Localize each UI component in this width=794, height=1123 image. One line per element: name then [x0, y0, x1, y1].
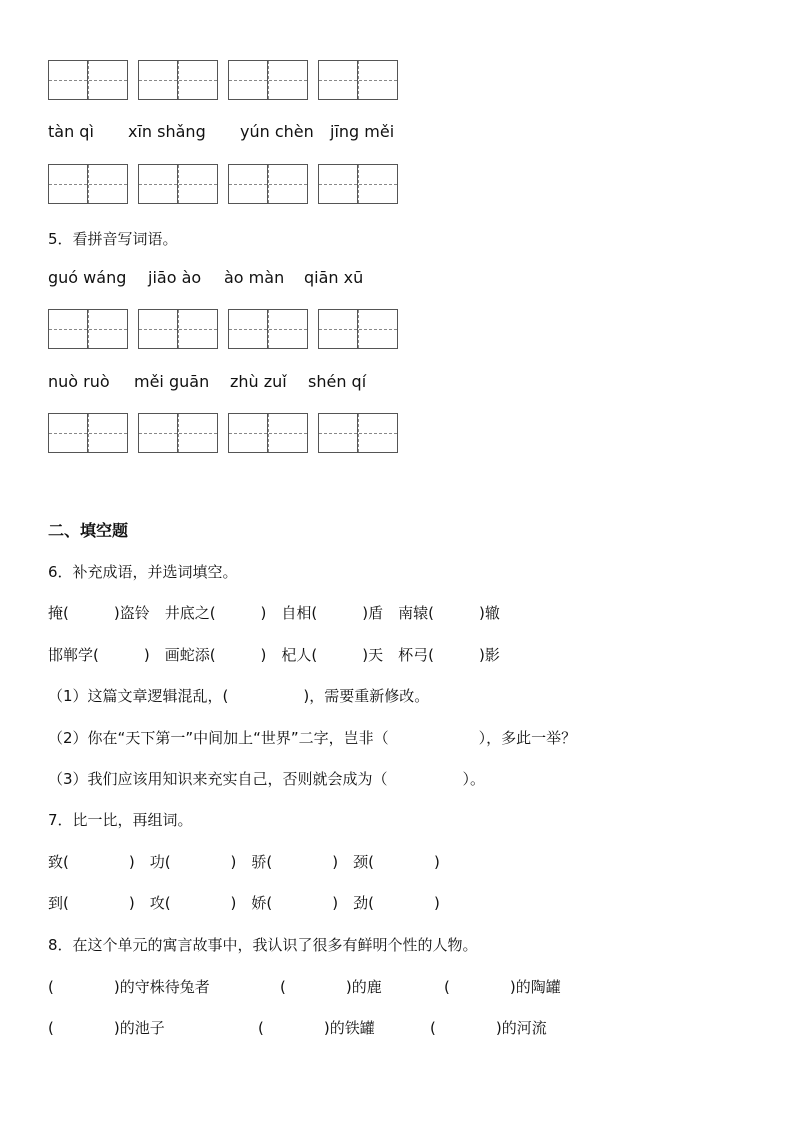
- char-box[interactable]: [228, 164, 308, 204]
- pinyin-word: ào màn: [224, 268, 285, 287]
- char-box[interactable]: [318, 309, 398, 349]
- char-box[interactable]: [48, 309, 128, 349]
- pinyin-row-1: [48, 122, 394, 141]
- pinyin-word: jiāo ào: [148, 268, 202, 287]
- question-7-title: 7．比一比，再组词。: [48, 811, 193, 829]
- pinyin-word: jīng měi: [330, 122, 395, 141]
- section-2-heading: 二、填空题: [48, 521, 129, 540]
- char-box[interactable]: [228, 309, 308, 349]
- question-8-title: 8．在这个单元的寓言故事中，我认识了很多有鲜明个性的人物。: [48, 936, 478, 954]
- question-6-title: 6．补充成语，并选词填空。: [48, 563, 238, 581]
- pinyin-word: qiān xū: [304, 268, 364, 287]
- idiom-line-1: 掩( )盗铃 井底之( ) 自相( )盾 南辕( )辙: [48, 604, 500, 622]
- char-box[interactable]: [138, 60, 218, 100]
- char-box[interactable]: [228, 413, 308, 453]
- char-grid-row-3: [48, 309, 398, 349]
- character-blank: ( )的河流: [430, 1019, 547, 1037]
- pinyin-word: měi guān: [134, 372, 210, 391]
- char-grid-row-1: [48, 60, 398, 100]
- char-box[interactable]: [138, 413, 218, 453]
- char-box[interactable]: [318, 60, 398, 100]
- char-box[interactable]: [48, 60, 128, 100]
- character-blank: ( )的池子: [48, 1019, 165, 1037]
- question-5-title: 5．看拼音写词语。: [48, 230, 178, 248]
- char-box[interactable]: [48, 413, 128, 453]
- pinyin-row-2: [48, 268, 363, 287]
- pinyin-word: zhù zuǐ: [230, 372, 287, 391]
- char-box[interactable]: [318, 413, 398, 453]
- pinyin-word: shén qí: [308, 372, 367, 391]
- pinyin-row-3: [48, 372, 366, 391]
- char-box[interactable]: [138, 309, 218, 349]
- char-box[interactable]: [228, 60, 308, 100]
- char-box[interactable]: [138, 164, 218, 204]
- character-blank: ( )的陶罐: [444, 978, 561, 996]
- pinyin-word: yún chèn: [240, 122, 314, 141]
- compare-line-2: 到( ) 攻( ) 娇( ) 劲( ): [48, 894, 440, 912]
- character-blank: ( )的鹿: [280, 978, 382, 996]
- sentence-2: （2）你在“天下第一”中间加上“世界”二字，岂非（ ），多此一举？: [48, 729, 577, 747]
- character-blank: ( )的守株待兔者: [48, 978, 210, 996]
- idiom-line-2: 邯郸学( ) 画蛇添( ) 杞人( )天 杯弓( )影: [48, 646, 500, 664]
- sentence-3: （3）我们应该用知识来充实自己，否则就会成为（ ）。: [48, 770, 486, 788]
- pinyin-word: guó wáng: [48, 268, 127, 287]
- pinyin-word: nuò ruò: [48, 372, 110, 391]
- pinyin-word: tàn qì: [48, 122, 94, 141]
- char-box[interactable]: [318, 164, 398, 204]
- char-grid-row-2: [48, 164, 398, 204]
- sentence-1: （1）这篇文章逻辑混乱，( )，需要重新修改。: [48, 687, 430, 705]
- compare-line-1: 致( ) 功( ) 骄( ) 颈( ): [48, 853, 440, 871]
- pinyin-word: xīn shǎng: [128, 122, 206, 141]
- character-blank: ( )的铁罐: [258, 1019, 375, 1037]
- char-grid-row-4: [48, 413, 398, 453]
- char-box[interactable]: [48, 164, 128, 204]
